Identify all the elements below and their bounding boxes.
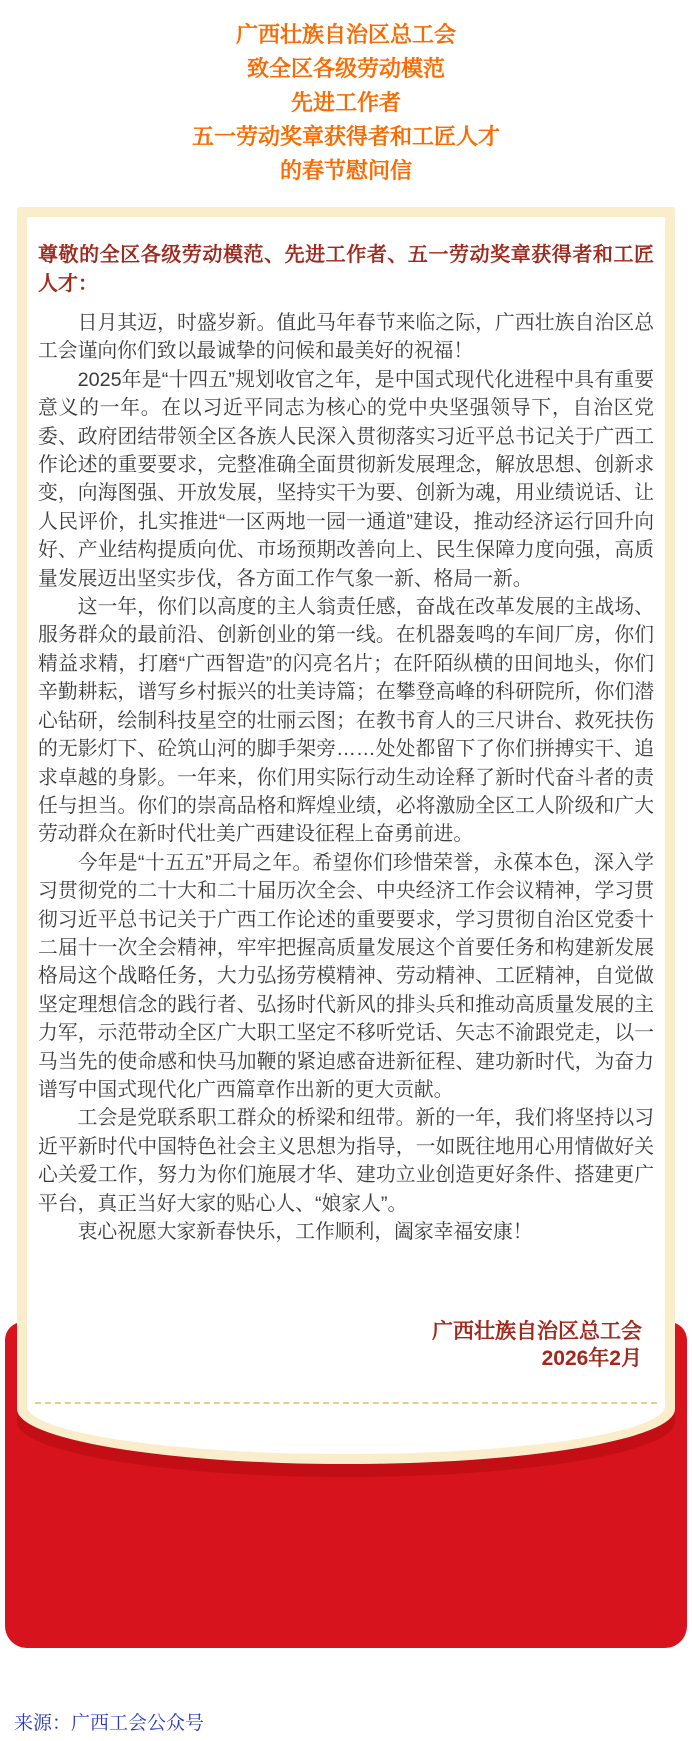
signature-date: 2026年2月	[541, 1347, 642, 1371]
paragraph-year-review: 2025年是“十四五”规划收官之年，是中国式现代化进程中具有重要意义的一年。在以习近平同志为核心的党中央坚强领导下，自治区党委、政府团结带领全区各族人民深入贯彻落实习近平总书记关于广西工作论述的重要要求，完整准确全面贯彻新发展理念，解放思想、创新求变，向海图强、开放发展，坚持实干为要、创新为魂，用业绩说话、让人民评价，扎实推进“一区两地一园一通道”建设，推动经济运行回升向好、产业结构提质向优、市场预期改善向上、民生保障力度向强，高质量发展迈出坚实步伐，各方面工作气象一新、格局一新。	[38, 368, 654, 590]
paragraph-wishes: 衷心祝愿大家新春快乐，工作顺利，阖家幸福安康！	[77, 1221, 533, 1243]
title-line-3: 先进工作者	[290, 90, 401, 115]
signature-block	[38, 1318, 654, 1372]
dashed-separator	[35, 1402, 657, 1404]
title-line-5: 的春节慰问信	[279, 158, 412, 183]
paragraph-worker-achievements: 这一年，你们以高度的主人翁责任感，奋战在改革发展的主战场、服务群众的最前沿、创新创业的第一线。在机器轰鸣的车间厂房，你们精益求精，打磨“广西智造”的闪亮名片；在阡陌纵横的田间地头，你们辛勤耕耘，谱写乡村振兴的壮美诗篇；在攀登高峰的科研院所，你们潜心钻研，绘制科技星空的壮丽云图；在教书育人的三尺讲台、救死扶伤的无影灯下、砼筑山河的脚手架旁……处处都留下了你们拼搏实干、追求卓越的身影。一年来，你们用实际行动生动诠释了新时代奋斗者的责任与担当。你们的崇高品格和辉煌业绩，必将激励全区工人阶级和广大劳动群众在新时代壮美广西建设征程上奋勇前进。	[38, 596, 654, 846]
source-credit: 来源：广西工会公众号	[14, 1713, 205, 1734]
letter-card	[17, 207, 675, 1464]
signature-org: 广西壮族自治区总工会	[432, 1320, 642, 1344]
title-line-1: 广西壮族自治区总工会	[235, 22, 456, 47]
letter-title	[0, 18, 692, 188]
paragraph-union-commitment: 工会是党联系职工群众的桥梁和纽带。新的一年，我们将坚持以习近平新时代中国特色社会主义思想为指导，一如既往地用心用情做好关心关爱工作，努力为你们施展才华、建功立业创造更好条件、搭建更广平台，真正当好大家的贴心人、“娘家人”。	[38, 1107, 654, 1215]
title-line-4: 五一劳动奖章获得者和工匠人才	[191, 124, 500, 149]
paragraph-greeting: 日月其迈，时盛岁新。值此马年春节来临之际，广西壮族自治区总工会谨向你们致以最诚挚的问候和最美好的祝福！	[38, 312, 654, 363]
paragraph-new-year-hopes: 今年是“十五五”开局之年。希望你们珍惜荣誉，永葆本色，深入学习贯彻党的二十大和二十届历次全会、中央经济工作会议精神，学习贯彻习近平总书记关于广西工作论述的重要要求，学习贯彻自治区党委十二届十一次全会精神，牢牢把握高质量发展这个首要任务和构建新发展格局这个战略任务，大力弘扬劳模精神、劳动精神、工匠精神，自觉做坚定理想信念的践行者、弘扬时代新风的排头兵和推动高质量发展的主力军，示范带动全区广大职工坚定不移听党话、矢志不渝跟党走，以一马当先的使命感和快马加鞭的紧迫感奋进新征程、建功新时代，为奋力谱写中国式现代化广西篇章作出新的更大贡献。	[38, 851, 654, 1101]
salutation: 尊敬的全区各级劳动模范、先进工作者、五一劳动奖章获得者和工匠人才：	[38, 244, 654, 295]
letter-paper	[27, 217, 665, 1454]
title-line-2: 致全区各级劳动模范	[246, 56, 445, 81]
